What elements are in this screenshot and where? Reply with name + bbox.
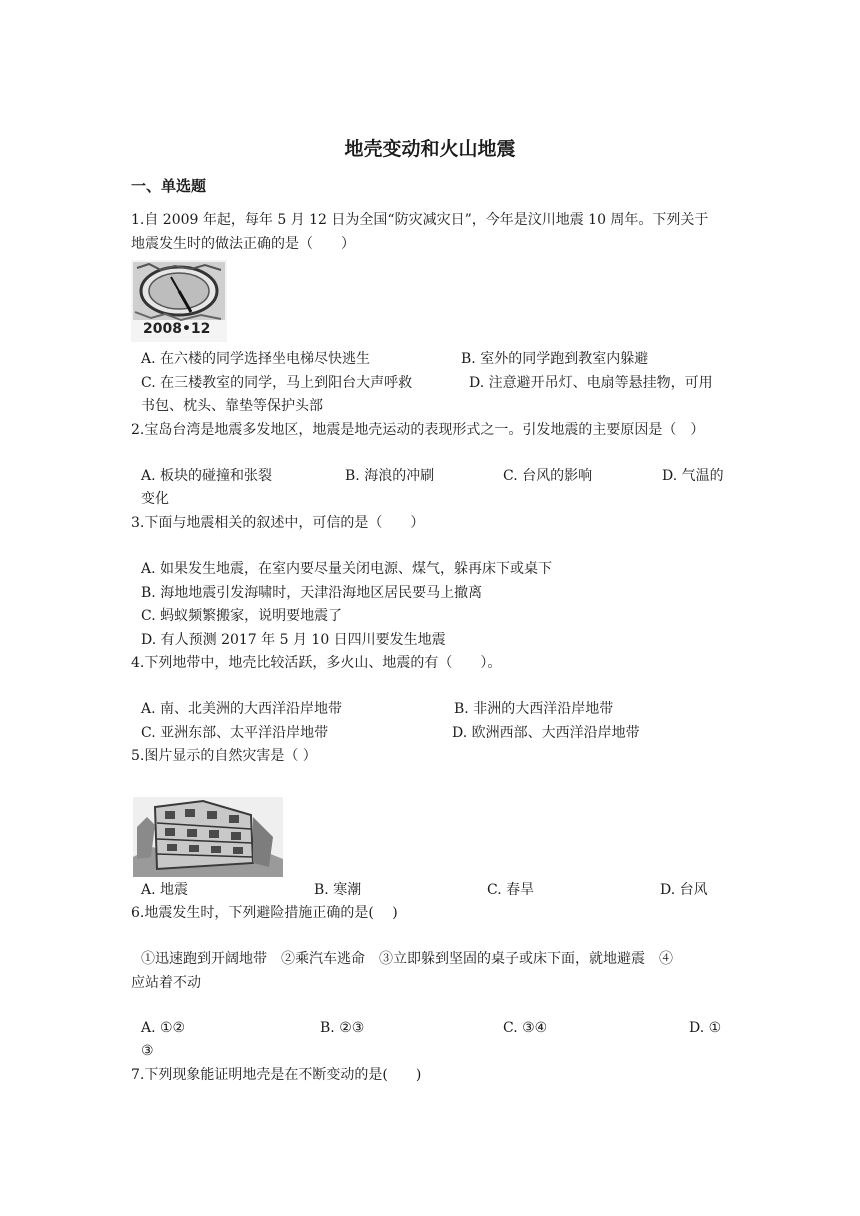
question-6-measures-line1: ①迅速跑到开阔地带 ②乘汽车逃命 ③立即躲到坚固的桌子或床下面，就地避震 ④	[141, 951, 673, 967]
question-4-option-c[interactable]: C. 亚洲东部、太平洋沿岸地带	[141, 725, 329, 741]
question-1-stem-line1: 1.自 2009 年起，每年 5 月 12 日为全国“防灾减灾日”，今年是汶川地震 10 周年。下列关于	[131, 212, 709, 228]
document-title: 地壳变动和火山地震	[344, 138, 516, 160]
question-6-option-a[interactable]: A. ①②	[141, 1020, 186, 1036]
question-4-option-b[interactable]: B. 非洲的大西洋沿岸地带	[454, 701, 614, 717]
question-1-stem-line2: 地震发生时的做法正确的是（ ）	[131, 236, 355, 252]
question-2-stem: 2.宝岛台湾是地震多发地区，地震是地壳运动的表现形式之一。引发地震的主要原因是（ ）	[131, 422, 705, 438]
question-2-option-b[interactable]: B. 海浪的冲刷	[345, 468, 435, 484]
question-3-stem: 3.下面与地震相关的叙述中，可信的是（ ）	[131, 515, 425, 531]
collapsed-building-image	[133, 797, 283, 877]
question-4-stem: 4.下列地带中，地壳比较活跃，多火山、地震的有（ ）。	[131, 655, 502, 671]
question-3-option-a[interactable]: A. 如果发生地震，在室内要尽量关闭电源、煤气，躲再床下或桌下	[141, 561, 553, 577]
question-3-option-d[interactable]: D. 有人预测 2017 年 5 月 10 日四川要发生地震	[141, 632, 446, 648]
clock-photo-caption: 2008•12	[143, 321, 211, 337]
question-6-option-d-continued: ③	[141, 1043, 154, 1059]
question-4-option-a[interactable]: A. 南、北美洲的大西洋沿岸地带	[141, 701, 343, 717]
question-6-option-b[interactable]: B. ②③	[320, 1020, 365, 1036]
question-6-option-c[interactable]: C. ③④	[503, 1020, 548, 1036]
question-6-option-d[interactable]: D. ①	[689, 1020, 722, 1036]
question-6-stem: 6.地震发生时，下列避险措施正确的是( )	[131, 905, 398, 921]
clock-photo-image	[131, 260, 227, 342]
question-2-option-d-continued: 变化	[141, 491, 169, 507]
question-5-option-b[interactable]: B. 寒潮	[314, 882, 362, 898]
question-3-option-c[interactable]: C. 蚂蚁频繁搬家，说明要地震了	[141, 608, 343, 624]
question-2-option-d[interactable]: D. 气温的	[662, 468, 724, 484]
question-1-option-c[interactable]: C. 在三楼教室的同学，马上到阳台大声呼救	[141, 375, 413, 391]
question-4-option-d[interactable]: D. 欧洲西部、大西洋沿岸地带	[452, 725, 640, 741]
question-5-option-c[interactable]: C. 春旱	[487, 882, 535, 898]
question-1-option-a[interactable]: A. 在六楼的同学选择坐电梯尽快逃生	[141, 351, 371, 367]
question-3-option-b[interactable]: B. 海地地震引发海啸时，天津沿海地区居民要马上撤离	[141, 585, 483, 601]
question-2-option-c[interactable]: C. 台风的影响	[503, 468, 593, 484]
question-5-option-d[interactable]: D. 台风	[660, 882, 708, 898]
question-7-stem: 7.下列现象能证明地壳是在不断变动的是( )	[131, 1067, 422, 1083]
question-1-option-d[interactable]: D. 注意避开吊灯、电扇等悬挂物，可用	[469, 375, 713, 391]
question-1-option-d-continued: 书包、枕头、靠垫等保护头部	[141, 398, 323, 414]
question-5-option-a[interactable]: A. 地震	[141, 882, 189, 898]
question-6-measures-line2: 应站着不动	[131, 975, 201, 991]
section-heading: 一、单选题	[131, 177, 207, 195]
question-5-stem: 5.图片显示的自然灾害是（ ）	[131, 748, 317, 764]
question-2-option-a[interactable]: A. 板块的碰撞和张裂	[141, 468, 273, 484]
question-1-option-b[interactable]: B. 室外的同学跑到教室内躲避	[461, 351, 649, 367]
